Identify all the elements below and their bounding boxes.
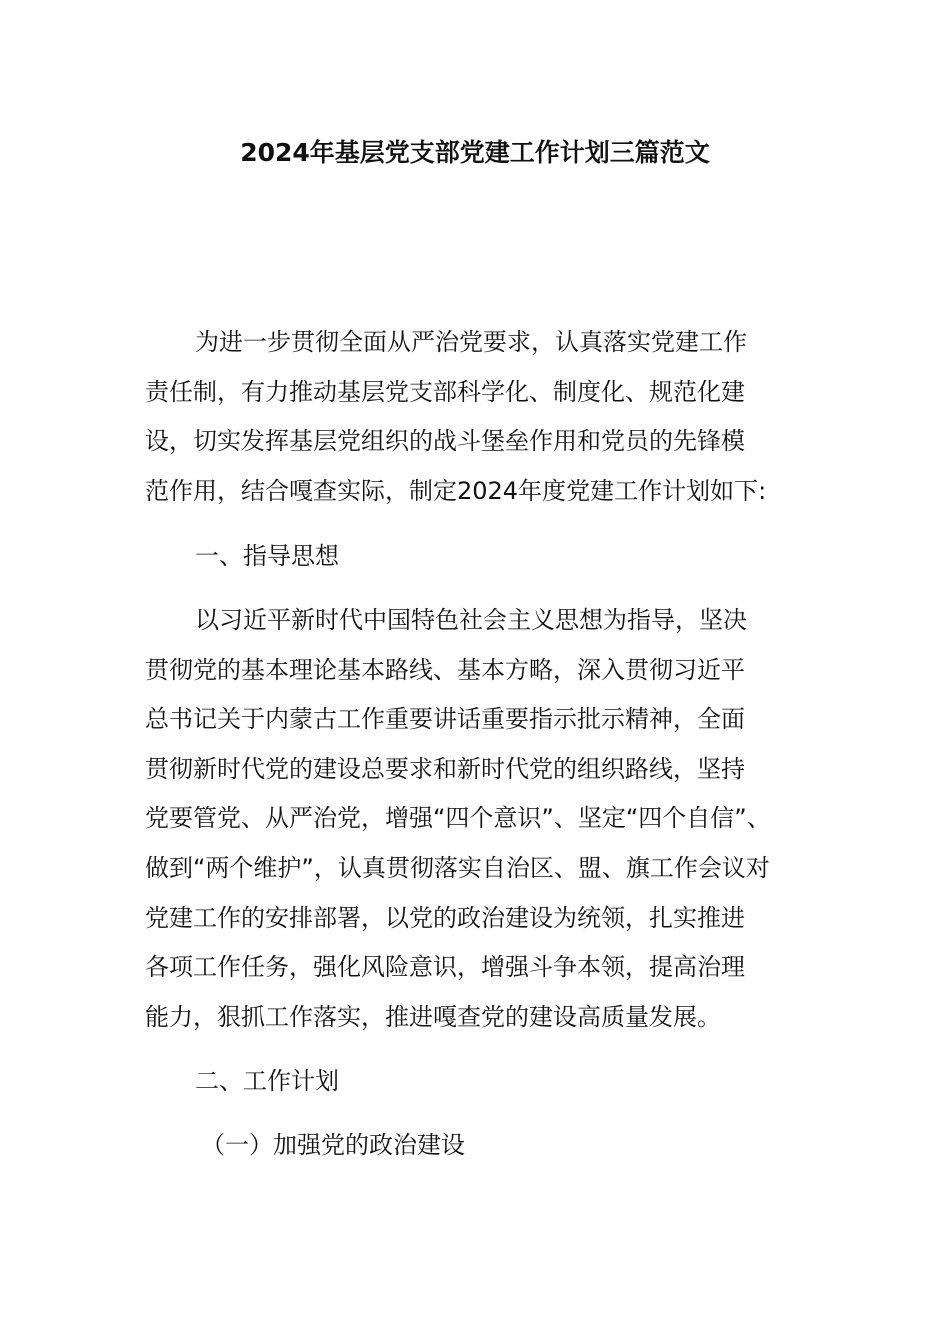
document-title: 2024年基层党支部党建工作计划三篇范文	[240, 138, 710, 167]
paragraph-line: 贯彻新时代党的建设总要求和新时代党的组织路线，坚持	[145, 754, 745, 783]
paragraph-line: 各项工作任务，强化风险意识，增强斗争本领，提高治理	[145, 953, 745, 982]
intro-paragraph	[145, 318, 825, 516]
guiding-ideology-paragraph	[145, 596, 825, 1042]
paragraph-line: 做到“两个维护”，认真贯彻落实自治区、盟、旗工作会议对	[145, 853, 770, 882]
paragraph-line: 贯彻党的基本理论基本路线、基本方略，深入贯彻习近平	[145, 655, 745, 684]
paragraph-line: 党建工作的安排部署，以党的政治建设为统领，扎实推进	[145, 903, 745, 932]
paragraph-line: 设，切实发挥基层党组织的战斗堡垒作用和党员的先锋模	[145, 427, 745, 456]
paragraph-line: 能力，狠抓工作落实，推进嘎查党的建设高质量发展。	[145, 1002, 721, 1031]
paragraph-line: 为进一步贯彻全面从严治党要求，认真落实党建工作	[195, 328, 747, 356]
section-heading-guiding-ideology: 一、指导思想	[195, 542, 339, 570]
subsection-heading-political-construction: （一）加强党的政治建设	[201, 1131, 465, 1159]
paragraph-line: 总书记关于内蒙古工作重要讲话重要指示批示精神，全面	[145, 705, 745, 734]
section-heading-work-plan: 二、工作计划	[195, 1067, 339, 1095]
paragraph-line: 党要管党、从严治党，增强“四个意识”、坚定“四个自信”、	[145, 804, 771, 833]
paragraph-line: 以习近平新时代中国特色社会主义思想为指导，坚决	[195, 606, 747, 634]
paragraph-line: 责任制，有力推动基层党支部科学化、制度化、规范化建	[145, 377, 745, 406]
paragraph-line: 范作用，结合嘎查实际，制定2024年度党建工作计划如下:	[145, 476, 767, 505]
